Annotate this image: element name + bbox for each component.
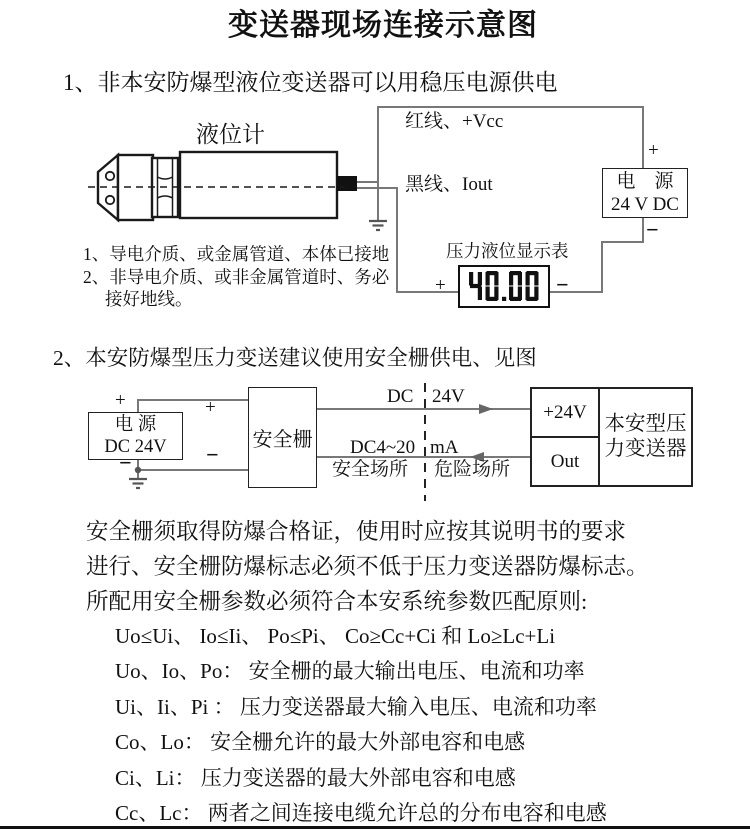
barrier-requirements-paragraph (86, 514, 649, 619)
power-supply-1-rating: 24 V DC (611, 194, 679, 215)
mount-hole-bottom (106, 196, 114, 204)
junction-dot (135, 467, 141, 473)
page-bottom-rule (0, 826, 750, 829)
safety-barrier-label: 安全栅 (252, 429, 313, 451)
parameter-line: Ui、Ii、Pi ： 压力变送器最大输入电压、电流和功率 (115, 694, 597, 719)
power-supply-2-name: 电 源 (114, 415, 157, 435)
page-title: 变送器现场连接示意图 (228, 9, 538, 42)
mount-hole-top (106, 172, 114, 180)
note-line: 2、非导电介质、或非金属管道时、务必 (83, 266, 390, 287)
cable-connector (337, 176, 357, 191)
gauge-body (180, 152, 337, 218)
is-transmitter-label (600, 389, 691, 485)
note-line: 接好地线。 (105, 289, 193, 309)
meter-seven-segment-display (469, 271, 539, 301)
psu2-plus-mark: + (115, 390, 126, 411)
paragraph-line: 安全栅须取得防爆合格证，使用时应按其说明书的要求 (86, 519, 627, 544)
section1-heading: 1、非本安防爆型液位变送器可以用稳压电源供电 (63, 70, 558, 95)
paragraph-line: 所配用安全栅参数必须符合本安系统参数匹配原则: (86, 589, 588, 614)
grounding-notes (83, 243, 389, 311)
power-supply-1-name: 电 源 (616, 171, 674, 192)
red-wire-label: 红线、+Vcc (405, 111, 504, 132)
psu2-minus-mark: − (119, 450, 132, 475)
voltage-label: 24V (432, 386, 465, 407)
is-transmitter-line1: 本安型压 (604, 413, 687, 435)
safe-area-label: 安全场所 (332, 459, 409, 480)
meter-minus-mark: − (556, 272, 569, 297)
psu1-plus-mark: + (648, 140, 659, 161)
transmitter-terminal-box (530, 387, 693, 487)
ground-icon-2 (129, 479, 147, 488)
parameter-definitions (115, 619, 607, 830)
dc-label: DC (387, 386, 414, 407)
parameter-line: Uo、Io、Po： 安全栅的最大输出电压、电流和功率 (115, 659, 585, 684)
parameter-line: Ci、Li： 压力变送器的最大外部电容和电感 (115, 765, 516, 790)
arrow-right-icon (479, 404, 493, 414)
black-wire-label: 黑线、Iout (405, 174, 493, 195)
is-transmitter-line2: 力变送器 (604, 438, 687, 460)
section2-heading: 2、本安防爆型压力变送建议使用安全栅供电、见图 (53, 346, 537, 370)
hazard-area-label: 危险场所 (434, 459, 511, 480)
note-line: 1、导电介质、或金属管道、本体已接地 (83, 244, 390, 264)
terminal-plus24v: +24V (532, 389, 598, 438)
level-gauge-drawing (88, 152, 357, 220)
paragraph-line: 进行、安全栅防爆标志必须不低于压力变送器防爆标志。 (86, 554, 649, 579)
gauge-label: 液位计 (196, 122, 265, 147)
psu1-minus-mark: − (646, 217, 659, 242)
power-supply-box-1 (602, 168, 688, 218)
meter-plus-mark: + (435, 275, 446, 296)
parameter-line: Cc、Lc： 两者之间连接电缆允许总的分布电容和电感 (115, 801, 607, 826)
barrier-plus-mark: + (205, 397, 216, 418)
psu2-plus-wire (138, 400, 248, 412)
ground-icon-1 (369, 221, 387, 230)
terminal-out: Out (550, 450, 580, 472)
parameter-line: Co、Lo： 安全栅允许的最大外部电容和电感 (115, 730, 526, 755)
meter-label: 压力液位显示表 (446, 241, 569, 261)
terminal-column (532, 389, 600, 485)
power-supply-2-rating: DC 24V (104, 437, 167, 457)
current-unit-label: mA (430, 437, 459, 458)
psu2-minus-wire (138, 460, 248, 470)
power-supply-box-2 (88, 412, 183, 460)
barrier-minus-mark: − (206, 442, 219, 467)
safety-barrier-box (248, 387, 317, 488)
current-range-label: DC4~20 (350, 437, 416, 458)
parameter-line: Uo≤Ui、 Io≤Ii、 Po≤Pi、 Co≥Cc+Ci 和 Lo≥Lc+Li (115, 624, 556, 648)
